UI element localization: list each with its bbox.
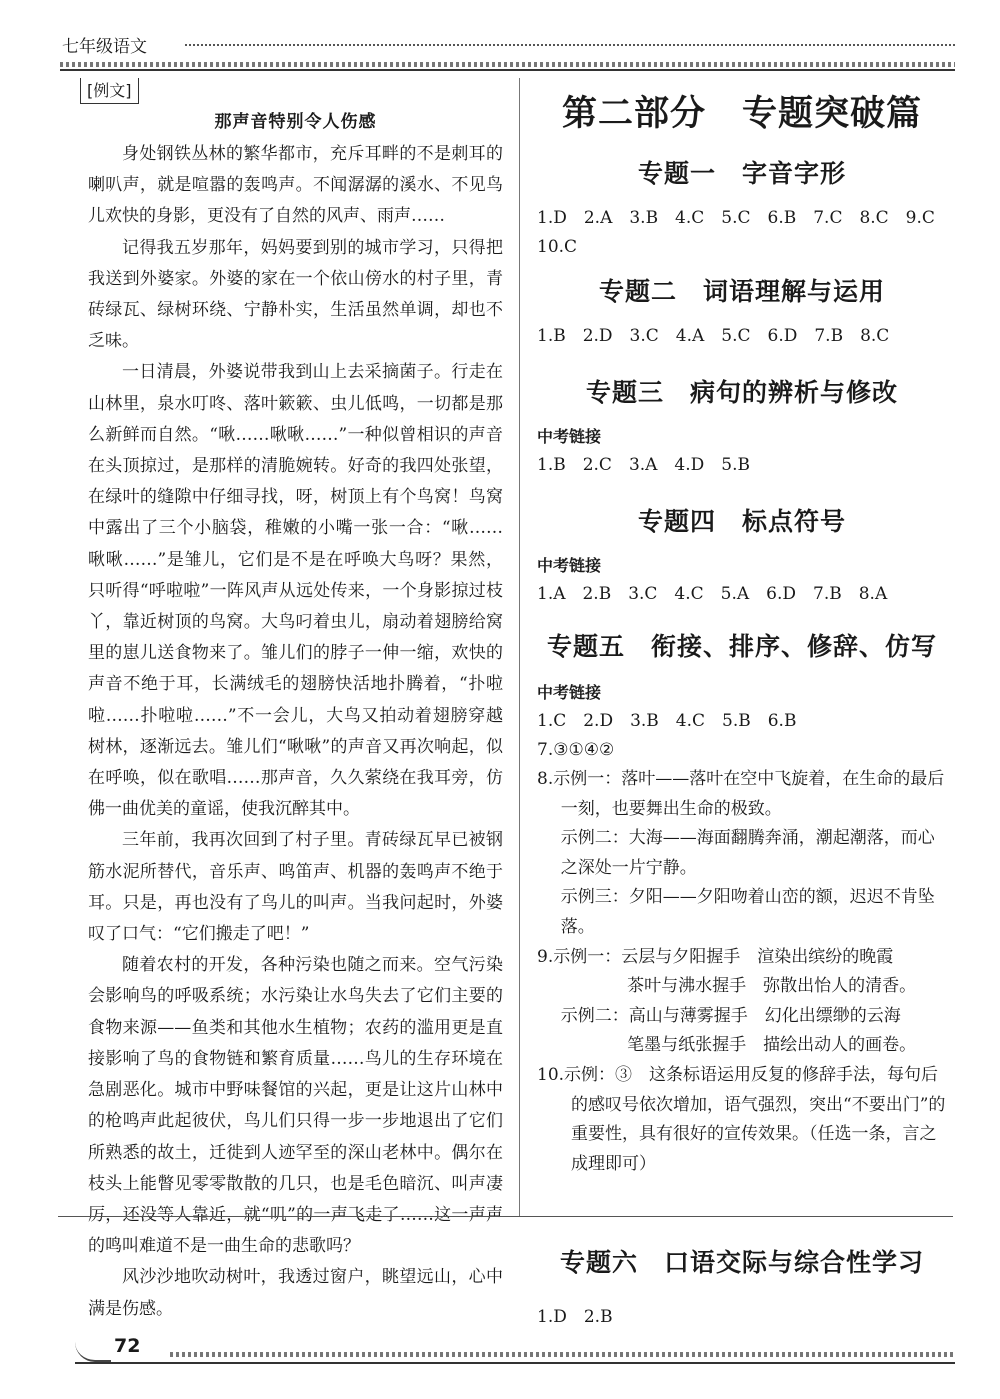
topic-heading: 专题三 病句的辨析与修改 [585,378,898,407]
page-number: 72 [114,1335,141,1357]
topic-heading: 专题二 词语理解与运用 [598,277,885,306]
answer-item-text: 笔墨与纸张握手 描绘出动人的画卷。 [627,1035,917,1056]
answer-item-9 [537,943,947,1061]
essay-title: 那声音特别令人伤感 [214,112,377,132]
section-divider [58,1216,953,1217]
essay-paragraph: 身处钢铁丛林的繁华都市，充斥耳畔的不是刺耳的喇叭声，就是喧嚣的轰鸣声。不闻潺潺的溪水、不见鸟儿欢快的身影，更没有了自然的风声、雨声…… [88,144,503,227]
column-divider [519,78,520,1216]
answer-item-8 [537,765,947,943]
essay-paragraph: 风沙沙地吹动树叶，我透过窗户，眺望远山，心中满是伤感。 [88,1267,503,1319]
topic6-answers-block [537,1303,613,1332]
part-title: 第二部分 专题突破篇 [561,93,922,134]
essay-paragraph: 随着农村的开发，各种污染也随之而来。空气污染会影响鸟的呼吸系统；水污染让水鸟失去了它们主要的食物来源——鱼类和其他水生植物；农药的滥用更是直接影响了鸟的食物链和繁育质量……鸟儿的生存环境在急剧恶化。城市中野味餐馆的兴起，更是让这片山林中的枪鸣声此起彼伏，鸟儿们只得一步一步地退出了它们所熟悉的故土，迁徙到人迹罕至的深山老林中。偶尔在枝头上能瞥见零零散散的几只，也是毛色暗沉、叫声凄厉，还没等人靠近，就“叽”的一声飞走了……这一声声的鸣叫难道不是一曲生命的悲歌吗？ [88,955,503,1257]
essay-paragraph: 一日清晨，外婆说带我到山上去采摘菌子。行走在山林里，泉水叮咚、落叶簌簌、虫儿低鸣，一切都是那么新鲜而自然。“啾……啾啾……”一种似曾相识的声音在头顶掠过，是那样的清脆婉转。好奇的我四处张望，在绿叶的缝隙中仔细寻找，呀，树顶上有个鸟窝！鸟窝中露出了三个小脑袋，稚嫩的小嘴一张一合：“啾……啾啾……”是雏儿，它们是不是在呼唤大鸟呀？果然，只听得“呼啦啦”一阵风声从远处传来，一个身影掠过枝丫，靠近树顶的鸟窝。大鸟叼着虫儿，扇动着翅膀给窝里的崽儿送食物来了。雏儿们的脖子一伸一缩，欢快的声音不绝于耳，长满绒毛的翅膀快活地扑腾着，“扑啦啦……扑啦啦……”不一会儿，大鸟又拍动着翅膀穿越树林，逐渐远去。雏儿们“啾啾”的声音又再次响起，似在呼唤，似在歌唱……那声音，久久萦绕在我耳旁，仿佛一曲优美的童谣，使我沉醉其中。 [88,362,503,820]
answer-item-text: 示例二：高山与薄雾握手 幻化出缥缈的云海 [560,1005,901,1026]
exam-link-label: 中考链接 [537,427,602,446]
essay-paragraph: 记得我五岁那年，妈妈要到别的城市学习，只得把我送到外婆家。外婆的家在一个依山傍水的村子里，青砖绿瓦、绿树环绕、宁静朴实，生活虽然单调，却也不乏味。 [88,237,503,352]
topic-heading: 专题六 口语交际与综合性学习 [559,1248,924,1277]
topic-answers: 7.③①④② [537,740,615,760]
topic-heading: 专题五 衔接、排序、修辞、仿写 [546,632,937,661]
exam-link-label: 中考链接 [537,683,602,702]
topic-answers: 1.B 2.C 3.A 4.D 5.B [537,455,750,475]
footer-pattern-band [170,1352,955,1357]
answer-item-text: 9.示例一：云层与夕阳握手 渲染出缤纷的晚霞 [537,946,894,967]
header-solid-rule [60,69,955,71]
answer-item-text: 8.示例一：落叶——落叶在空中飞旋着，在生命的最后一刻，也要舞出生命的极致。 [537,769,945,819]
answer-item-text: 茶叶与沸水握手 弥散出怡人的清香。 [627,976,917,997]
footer-solid-rule [75,1362,955,1364]
page-number-ornament [75,1338,111,1362]
exam-link-label: 中考链接 [537,556,602,575]
essay-paragraph: 三年前，我再次回到了村子里。青砖绿瓦早已被钢筋水泥所替代，音乐声、鸣笛声、机器的轰鸣声不绝于耳。只是，再也没有了鸟儿的叫声。当我问起时，外婆叹了口气：“它们搬走了吧！” [88,830,503,945]
answer-item-text: 示例三：夕阳——夕阳吻着山峦的额，迟迟不肯坠落。 [560,887,935,937]
topic-heading: 专题四 标点符号 [637,507,846,536]
topic6-block [537,1243,947,1279]
example-tag: [例文] [80,78,139,104]
topic-answers: 1.D 2.B [537,1307,613,1327]
header-pattern-band [60,62,955,67]
topic-answers: 1.A 2.B 3.C 4.C 5.A 6.D 7.B 8.A [537,584,888,604]
answer-item-text: 示例二：大海——海面翻腾奔涌，潮起潮落，而心之深处一片宁静。 [560,828,935,878]
topic-answers: 1.D 2.A 3.B 4.C 5.C 6.B 7.C 8.C 9.C 10.C [537,208,952,257]
book-title: 七年级语文 [62,37,147,57]
answers-column [537,78,952,1179]
topic-answers: 1.C 2.D 3.B 4.C 5.B 6.B [537,711,797,731]
answer-item-10: 10.示例：③ 这条标语运用反复的修辞手法，每句后的感叹号依次增加，语气强烈，突出“不要出门”的重要性，具有很好的宣传效果。（任选一条，言之成理即可） [537,1064,946,1174]
example-essay-column [88,78,503,1325]
topic-answers: 1.B 2.D 3.C 4.A 5.C 6.D 7.B 8.C [537,326,890,346]
header-dotted-rule [185,44,955,46]
topic-heading: 专题一 字音字形 [637,159,846,188]
page-header [60,28,955,72]
